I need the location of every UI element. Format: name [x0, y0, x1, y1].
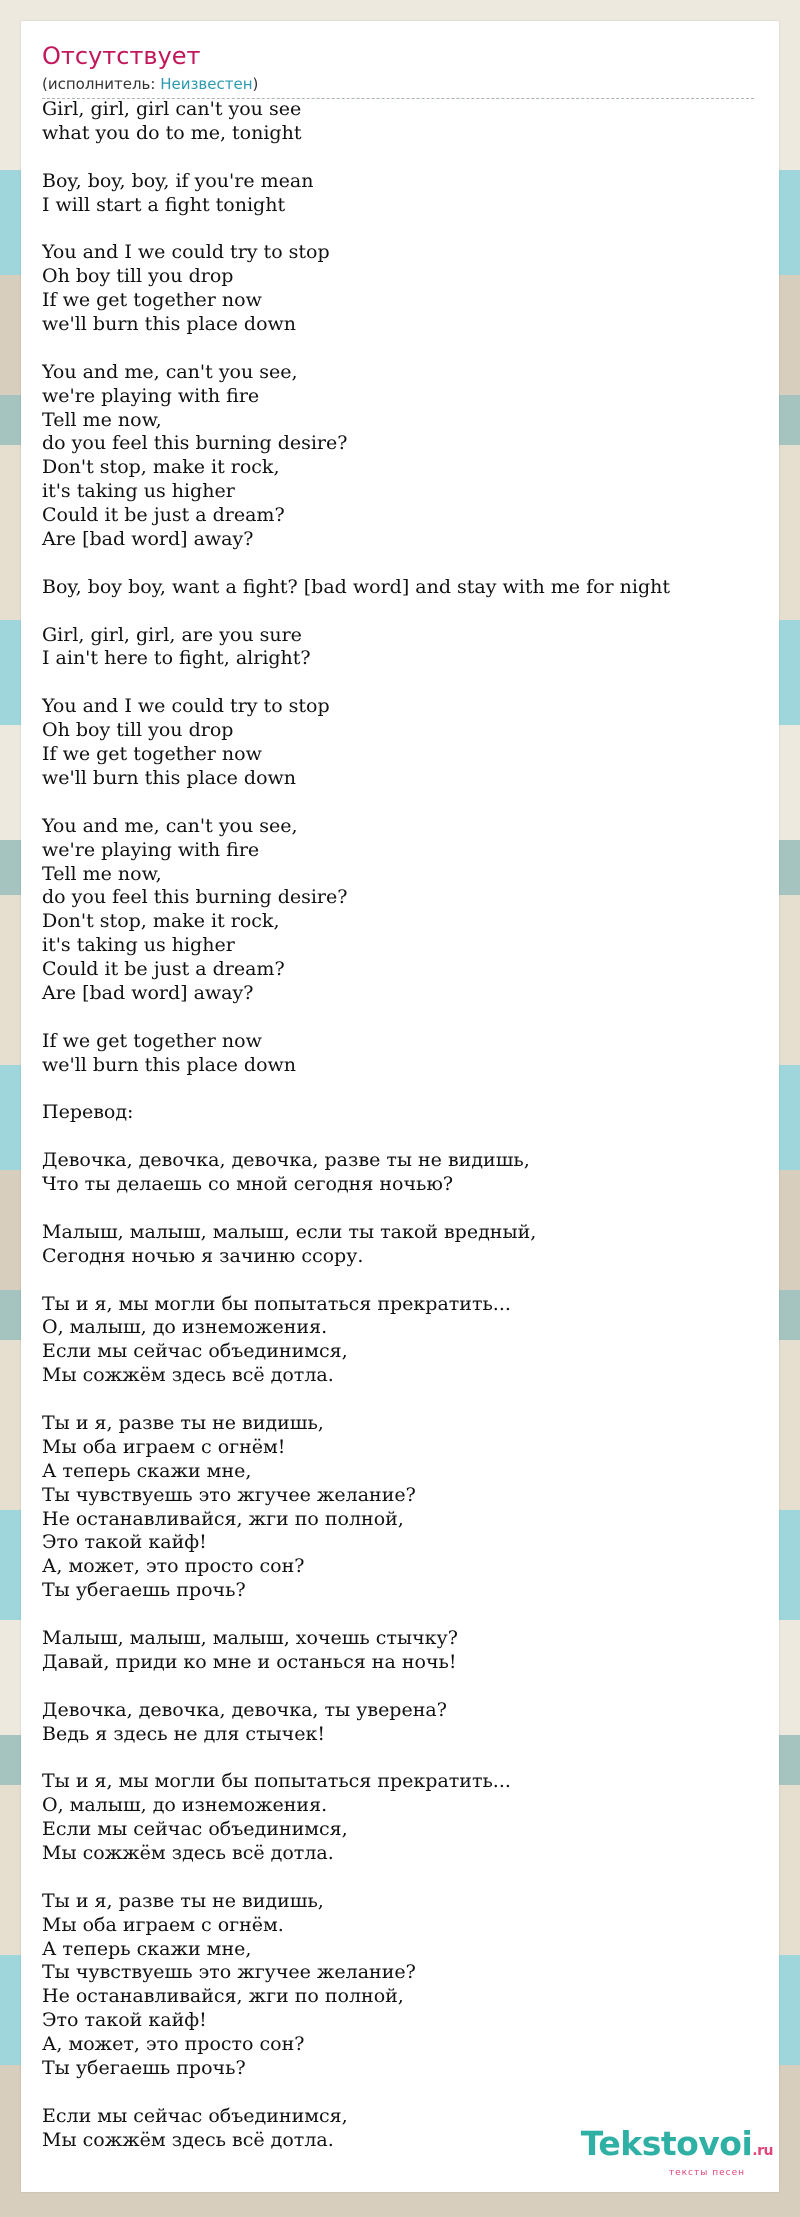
lyric-line: You and I we could try to stop: [42, 241, 330, 264]
lyric-line: [42, 1675, 758, 1699]
lyric-line: А, может, это просто сон?: [42, 2033, 305, 2056]
logo-wordmark: [580, 2124, 773, 2168]
lyric-line: we'll burn this place down: [42, 766, 297, 789]
lyric-line: [42, 791, 758, 815]
lyric-line: Boy, boy boy, want a fight? [bad word] and stay with me for night: [42, 575, 671, 598]
lyric-line: [42, 146, 758, 170]
lyrics-card: [21, 21, 779, 2192]
lyric-line: I will start a fight tonight: [42, 193, 286, 216]
lyric-line: Ты и я, разве ты не видишь,: [42, 1411, 324, 1434]
artist-link[interactable]: Неизвестен: [160, 75, 253, 93]
lyric-line: Tell me now,: [42, 862, 162, 885]
lyric-line: You and me, can't you see,: [42, 814, 298, 837]
lyric-line: Это такой кайф!: [42, 1531, 207, 1554]
lyric-line: Oh boy till you drop: [42, 265, 234, 288]
lyric-line: Малыш, малыш, малыш, хочешь стычку?: [42, 1627, 458, 1649]
artist-suffix: ): [252, 75, 259, 93]
lyric-line: do you feel this burning desire?: [42, 432, 348, 455]
logo-tld: .ru: [752, 2143, 773, 2159]
lyric-line: You and me, can't you see,: [42, 360, 298, 383]
site-logo[interactable]: [580, 2124, 773, 2178]
lyric-line: [42, 1078, 758, 1102]
lyric-line: [42, 1197, 758, 1221]
lyric-line: Ты чувствуешь это жгучее желание?: [42, 1961, 416, 1984]
lyric-line: Could it be just a dream?: [42, 504, 285, 527]
lyric-line: А теперь скажи мне,: [42, 1937, 252, 1960]
lyric-line: Если мы сейчас объединимся,: [42, 1340, 348, 1363]
logo-name: Tekstovoi: [580, 2124, 753, 2163]
lyric-line: Это такой кайф!: [42, 2009, 207, 2032]
lyric-line: Давай, приди ко мне и останься на ночь!: [42, 1650, 457, 1673]
lyric-line: Не останавливайся, жги по полной,: [42, 1507, 404, 1530]
lyric-line: Girl, girl, girl can't you see: [42, 98, 302, 120]
lyric-line: Мы оба играем с огнём.: [42, 1913, 284, 1936]
lyric-line: we're playing with fire: [42, 838, 260, 861]
lyric-line: Ты убегаешь прочь?: [42, 1579, 246, 1602]
lyric-line: If we get together now: [42, 743, 262, 766]
lyric-line: we'll burn this place down: [42, 1053, 297, 1076]
lyric-line: Мы оба играем с огнём!: [42, 1435, 286, 1458]
lyric-line: [42, 1006, 758, 1030]
lyric-line: А, может, это просто сон?: [42, 1555, 305, 1578]
lyric-line: [42, 552, 758, 576]
lyric-line: Don't stop, make it rock,: [42, 456, 280, 479]
lyric-line: what you do to me, tonight: [42, 121, 302, 144]
lyric-line: Что ты делаешь со мной сегодня ночью?: [42, 1173, 454, 1196]
lyric-line: [42, 1125, 758, 1149]
lyric-line: it's taking us higher: [42, 934, 235, 957]
lyric-line: Перевод:: [42, 1101, 134, 1124]
lyric-line: Ты и я, разве ты не видишь,: [42, 1889, 324, 1912]
lyric-line: [42, 600, 758, 624]
lyric-line: Oh boy till you drop: [42, 719, 234, 742]
lyric-line: [42, 2081, 758, 2105]
lyric-line: do you feel this burning desire?: [42, 886, 348, 909]
lyric-line: [42, 1603, 758, 1627]
lyric-line: Ты и я, мы могли бы попытаться прекратить...: [42, 1770, 511, 1793]
lyric-line: Малыш, малыш, малыш, если ты такой вредный,: [42, 1220, 537, 1243]
lyric-line: Девочка, девочка, девочка, ты уверена?: [42, 1698, 447, 1721]
lyric-line: Ты чувствуешь это жгучее желание?: [42, 1483, 416, 1506]
lyric-line: [42, 1388, 758, 1412]
lyric-line: [42, 217, 758, 241]
lyric-line: [42, 337, 758, 361]
logo-tagline: тексты песен: [668, 2168, 745, 2178]
lyric-line: Мы сожжём здесь всё дотла.: [42, 2128, 334, 2151]
lyric-line: Boy, boy, boy, if you're mean: [42, 169, 314, 192]
lyric-line: You and I we could try to stop: [42, 695, 330, 718]
lyric-line: Если мы сейчас объединимся,: [42, 2104, 348, 2127]
lyric-line: Мы сожжём здесь всё дотла.: [42, 1364, 334, 1387]
lyric-line: А теперь скажи мне,: [42, 1459, 252, 1482]
lyrics-text: [42, 98, 758, 2153]
lyric-line: Girl, girl, girl, are you sure: [42, 623, 302, 646]
song-title: Отсутствует: [42, 42, 201, 70]
lyric-line: О, малыш, до изнеможения.: [42, 1316, 328, 1339]
lyric-line: Don't stop, make it rock,: [42, 910, 280, 933]
lyric-line: [42, 1746, 758, 1770]
artist-line: [42, 73, 754, 99]
lyric-line: Tell me now,: [42, 408, 162, 431]
lyric-line: Не останавливайся, жги по полной,: [42, 1985, 404, 2008]
lyric-line: I ain't here to fight, alright?: [42, 647, 311, 670]
lyric-line: Сегодня ночью я зачиню ссору.: [42, 1244, 364, 1267]
lyric-line: О, малыш, до изнеможения.: [42, 1794, 328, 1817]
lyric-line: If we get together now: [42, 289, 262, 312]
lyric-line: we'll burn this place down: [42, 313, 297, 336]
lyric-line: Мы сожжём здесь всё дотла.: [42, 1842, 334, 1865]
lyric-line: Could it be just a dream?: [42, 958, 285, 981]
lyric-line: Ты и я, мы могли бы попытаться прекратить...: [42, 1292, 511, 1315]
lyric-line: Are [bad word] away?: [42, 528, 254, 551]
lyric-line: If we get together now: [42, 1029, 262, 1052]
lyric-line: Если мы сейчас объединимся,: [42, 1818, 348, 1841]
lyric-line: Ведь я здесь не для стычек!: [42, 1722, 325, 1745]
lyric-line: [42, 1866, 758, 1890]
lyric-line: [42, 671, 758, 695]
lyric-line: it's taking us higher: [42, 480, 235, 503]
lyric-line: Are [bad word] away?: [42, 981, 254, 1004]
lyric-line: [42, 1269, 758, 1293]
lyric-line: Девочка, девочка, девочка, разве ты не видишь,: [42, 1149, 530, 1172]
lyric-line: we're playing with fire: [42, 384, 260, 407]
lyric-line: Ты убегаешь прочь?: [42, 2057, 246, 2080]
artist-prefix: (исполнитель:: [42, 75, 161, 93]
